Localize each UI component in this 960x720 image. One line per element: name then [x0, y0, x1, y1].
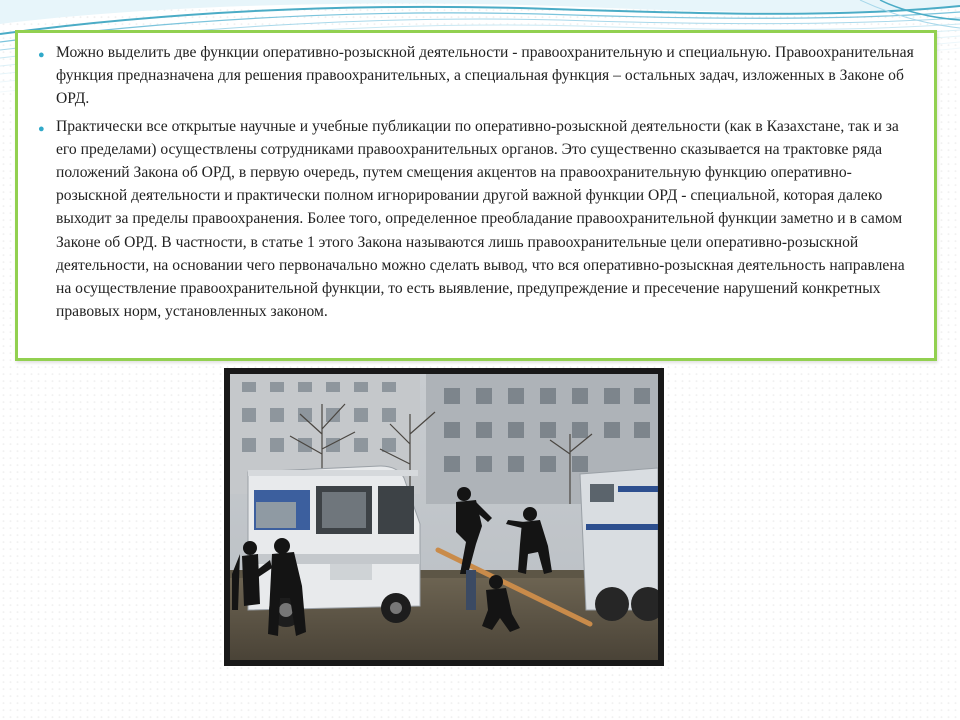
circle-bullet-icon: ●	[38, 122, 45, 135]
bullet-text: Практически все открытые научные и учебные публикации по оперативно-розыскной деятельности (как в Казахстане, так и за его пределами) осуществлены сотрудниками правоохранительных органов. Это существенно сказывается на трактовке ряда положений Закона об ОРД, в первую очередь, путем смещения акцентов на правоохранительную функцию оперативно-розыскной деятельности и практически полном игнорировании другой важной функции ОРД - специальной, которая далеко выходит за пределы правоохранения. Более того, определенное преобладание правоохранительной функции заметно и в самом Законе об ОРД. В частности, в статье 1 этого Закона называются лишь правоохранительные цели оперативно-розыскной деятельности, на основании чего первоначально можно сделать вывод, что вся оперативно-розыскная деятельность направлена на осуществление правоохранительной функции, то есть выявление, предупреждение и пресечение нарушений конкретных правовых норм, установленных законом.	[56, 117, 905, 321]
bullet-item-functions	[36, 41, 916, 111]
photo-illustration	[230, 374, 658, 660]
bullet-item-publications	[36, 115, 916, 324]
circle-bullet-icon: ●	[38, 49, 45, 61]
content-text-box	[15, 30, 937, 361]
bullet-list	[36, 41, 916, 327]
bullet-text: Можно выделить две функции оперативно-розыскной деятельности - правоохранительную и специальную. Правоохранительная функция предназначена для решения правоохранительных, а специальная функция – остальных задач, изложенных в Законе об ОРД.	[56, 44, 914, 108]
operation-photo	[224, 368, 664, 666]
